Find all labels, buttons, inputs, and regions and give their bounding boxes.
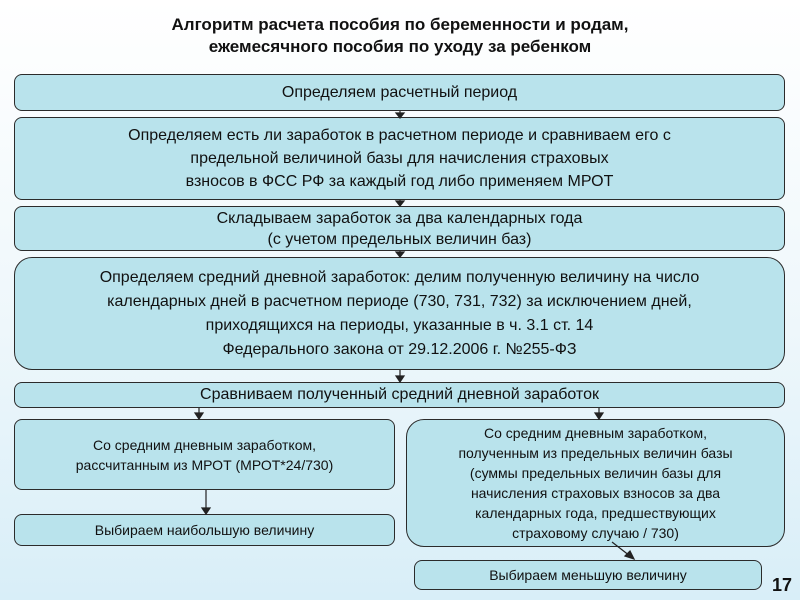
right-compare-base-line: начисления страховых взносов за два xyxy=(470,485,721,501)
step-average-daily-line: календарных дней в расчетном периоде (730, 731, 732) за исключением дней, xyxy=(107,292,692,310)
left-result-max xyxy=(14,514,395,546)
left-compare-mrot-line: Со средним дневным заработком, xyxy=(93,436,316,453)
arrow-step5-to-left xyxy=(195,408,203,419)
step-compare-earnings-line: Определяем есть ли заработок в расчетном периоде и сравниваем его с xyxy=(128,127,671,144)
page-number: 17 xyxy=(771,575,792,595)
arrow-step4-to-step5 xyxy=(396,370,404,382)
step-sum-earnings-line: (с учетом предельных величин баз) xyxy=(267,230,532,248)
right-compare-base xyxy=(406,419,785,547)
right-compare-base-line: (суммы предельных величин базы для xyxy=(469,465,722,481)
right-compare-base-line: страховому случаю / 730) xyxy=(512,525,679,541)
right-compare-base-line: Со средним дневным заработком, xyxy=(484,425,707,441)
right-result-min xyxy=(414,560,762,590)
right-compare-base-line: полученным из предельных величин базы xyxy=(458,445,733,461)
step-compare-average-text: Сравниваем полученный средний дневной заработок xyxy=(200,386,599,403)
left-compare-mrot-line: рассчитанным из МРОТ (МРОТ*24/730) xyxy=(75,456,334,473)
step-average-daily-line: Определяем средний дневной заработок: делим полученную величину на число xyxy=(99,268,700,286)
title-line-2: ежемесячного пособия по уходу за ребенком xyxy=(208,37,592,56)
step-define-period xyxy=(14,74,785,111)
arrow-step5-to-right xyxy=(595,408,603,419)
step-compare-earnings-line: взносов в ФСС РФ за каждый год либо применяем МРОТ xyxy=(185,173,614,190)
right-compare-base-line: календарных года, предшествующих xyxy=(475,505,716,521)
title-line-1: Алгоритм расчета пособия по беременности и родам, xyxy=(171,15,629,34)
step-sum-earnings xyxy=(14,206,785,251)
arrow-left-to-result xyxy=(202,490,210,514)
diagram-title xyxy=(0,14,800,58)
step-compare-earnings-line: предельной величиной базы для начисления страховых xyxy=(190,150,609,167)
right-result-min-text: Выбираем меньшую величину xyxy=(489,567,687,583)
step-compare-earnings xyxy=(14,117,785,200)
step-average-daily xyxy=(14,257,785,370)
left-compare-mrot xyxy=(14,419,395,490)
step-average-daily-line: Федерального закона от 29.12.2006 г. №255-ФЗ xyxy=(222,340,577,358)
step-compare-average xyxy=(14,382,785,408)
step-define-period-text: Определяем расчетный период xyxy=(281,83,518,101)
left-result-max-text: Выбираем наибольшую величину xyxy=(94,522,315,538)
step-average-daily-line: приходящихся на периоды, указанные в ч. 3.1 ст. 14 xyxy=(205,316,594,334)
step-sum-earnings-line: Складываем заработок за два календарных года xyxy=(216,209,583,227)
